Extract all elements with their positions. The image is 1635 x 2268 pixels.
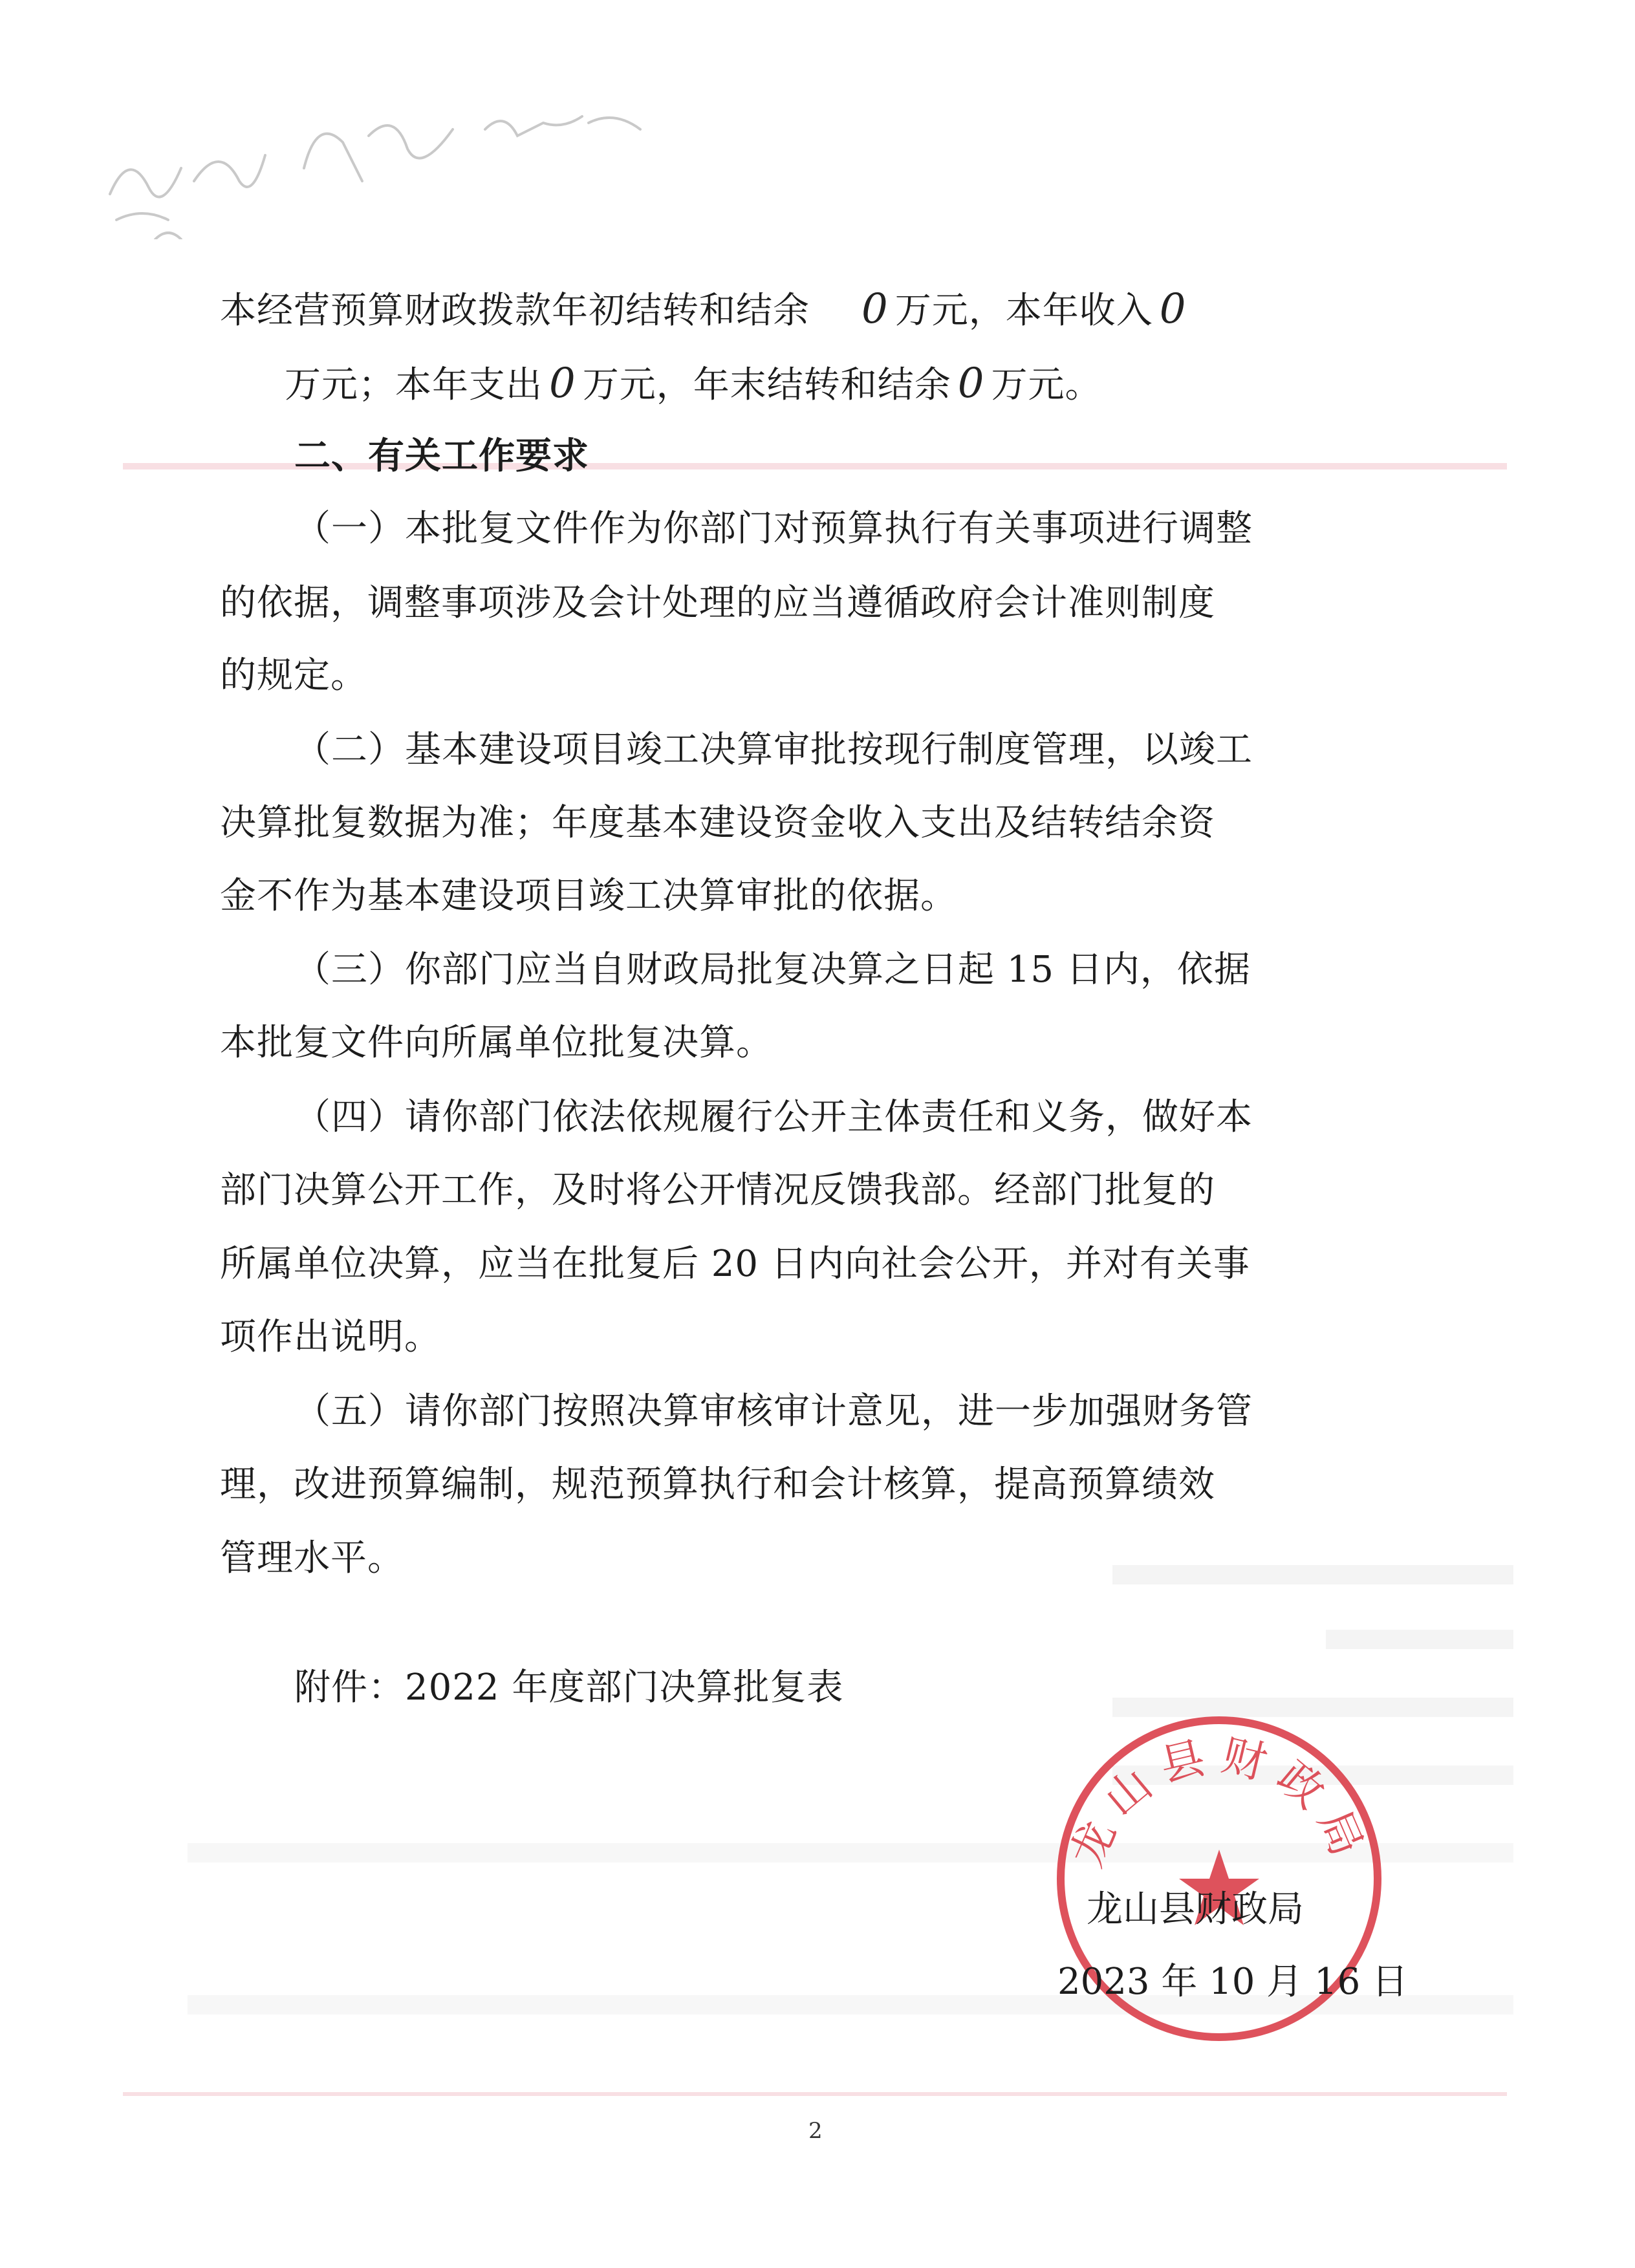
item-4-line-3: 所属单位决算，应当在批复后 20 日内向社会公开，并对有关事 xyxy=(220,1243,1250,1285)
paragraph-text: 万元，本年收入 xyxy=(894,290,1153,332)
issuing-organization: 龙山县财政局 xyxy=(1087,1888,1304,1930)
item-4-line-2: 部门决算公开工作，及时将公开情况反馈我部。经部门批复的 xyxy=(220,1169,1215,1211)
section-heading: 二、有关工作要求 xyxy=(294,435,589,477)
handwritten-value: 0 xyxy=(957,360,985,407)
item-5-line-1: （五）请你部门按照决算审核审计意见，进一步加强财务管 xyxy=(294,1390,1253,1432)
issue-date: 2023 年 10 月 16 日 xyxy=(1057,1961,1409,2003)
paragraph-text: 万元，年末结转和结余 xyxy=(582,364,951,406)
paragraph-text: 万元。 xyxy=(991,364,1102,406)
item-2-line-1: （二）基本建设项目竣工决算审批按现行制度管理，以竣工 xyxy=(294,729,1253,771)
handwritten-value: 0 xyxy=(549,360,576,407)
handwritten-value: 0 xyxy=(1159,285,1187,333)
reverse-side-text-showthrough xyxy=(1326,1630,1513,1649)
official-seal-stamp xyxy=(1038,1698,1400,2060)
svg-text:龙山县财政局: 龙山县财政局 xyxy=(1061,1729,1377,1874)
item-2-line-2: 决算批复数据为准；年度基本建设资金收入支出及结转结余资 xyxy=(220,802,1215,844)
item-3-line-2: 本批复文件向所属单位批复决算。 xyxy=(220,1022,773,1064)
paragraph-text: 万元；本年支出 xyxy=(285,364,543,406)
handwritten-value: 0 xyxy=(861,285,889,333)
item-1-line-3: 的规定。 xyxy=(220,654,367,697)
reverse-side-text-showthrough xyxy=(1112,1565,1513,1584)
item-5-line-3: 管理水平。 xyxy=(220,1537,404,1579)
item-1-line-1: （一）本批复文件作为你部门对预算执行有关事项进行调整 xyxy=(294,508,1253,550)
item-2-line-3: 金不作为基本建设项目竣工决算审批的依据。 xyxy=(220,875,957,917)
attachment-line: 附件：2022 年度部门决算批复表 xyxy=(294,1667,844,1709)
reverse-side-red-rule-bottom xyxy=(123,2092,1507,2096)
item-4-line-1: （四）请你部门依法依规履行公开主体责任和义务，做好本 xyxy=(294,1096,1253,1138)
paragraph-line xyxy=(285,362,1101,407)
item-1-line-2: 的依据，调整事项涉及会计处理的应当遵循政府会计准则制度 xyxy=(220,582,1215,624)
item-5-line-2: 理，改进预算编制，规范预算执行和会计核算，提高预算绩效 xyxy=(220,1463,1215,1506)
pencil-marks xyxy=(97,91,679,239)
paragraph-line xyxy=(220,285,1193,333)
page-number: 2 xyxy=(808,2118,823,2144)
paragraph-text: 本经营预算财政拨款年初结转和结余 xyxy=(220,290,810,332)
item-3-line-1: （三）你部门应当自财政局批复决算之日起 15 日内，依据 xyxy=(294,949,1251,991)
item-4-line-4: 项作出说明。 xyxy=(220,1316,441,1358)
